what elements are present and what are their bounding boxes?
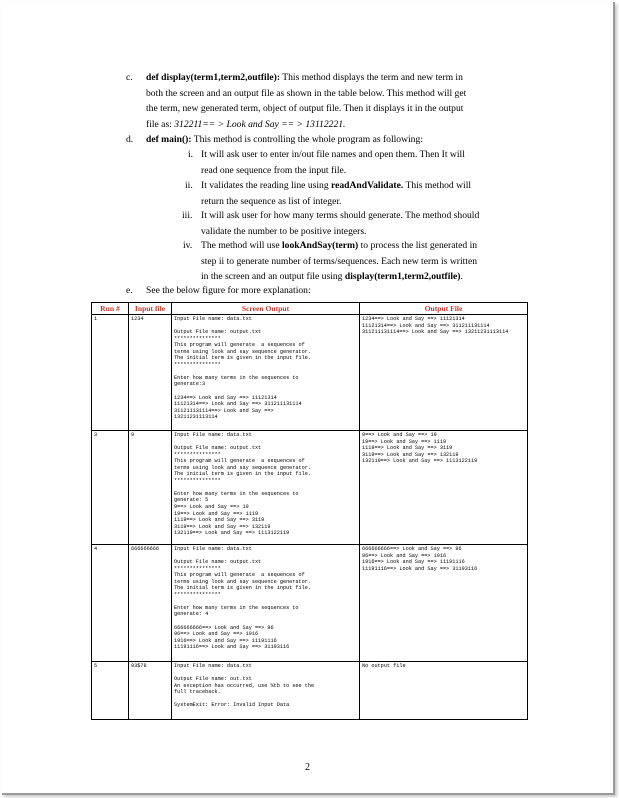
sub-iv-line3a: in the screen and an output file using [201, 271, 345, 283]
output-file: 666666666==> Look and Say ==> 96 96==> Look and Say ==> 1916 1916==> Look and Say ==> 11191116 11191116==> Look and Say ==> 31193116 [360, 545, 528, 662]
screen-output: Input File name: data.txt Output File name: output.txt *************** This program will generate a sequences of terms using look and say sequence generator. The initial term is given in the input file. *************** Enter how many terms in the sequences to generate:3 1234==> Look and Say ==> 11121314 11121314==> Look and Say ==> 311211131114 311211131114==> Look and Say ==> 13211231113114 [172, 315, 360, 431]
sub-iv-line1a: The method will use [201, 240, 282, 251]
sub-ii-method: readAndValidate. [331, 180, 404, 191]
sub-i-line1: It will ask user to enter in/out file names and open them. Then It will [201, 149, 465, 160]
table-row [92, 662, 528, 720]
sub-ii-marker: ii. [185, 180, 193, 191]
sub-ii-line1c: This method will [403, 180, 472, 191]
output-file: No output file [360, 662, 528, 720]
item-e-text: See the below figure for more explanation: [146, 285, 311, 296]
sub-iv-line3c: . [460, 271, 463, 283]
item-c-line4: file as: [146, 118, 175, 130]
sub-i-text [201, 149, 526, 177]
table-header-row [92, 303, 528, 315]
sub-iii-marker: iii. [182, 210, 193, 221]
sub-iv-method2: display(term1,term2,outfile) [344, 271, 461, 283]
table-row [92, 431, 528, 545]
item-c-marker: c. [126, 72, 133, 83]
run-number: 3 [92, 431, 129, 545]
sample-runs-table [91, 302, 528, 720]
sub-iv-line1c: to process the list generated in [358, 240, 478, 251]
header-input: Input file [129, 303, 172, 315]
input-file: 93$78 [129, 662, 172, 720]
item-c-title: def display(term1,term2,outfile): [146, 72, 281, 83]
input-file: 1234 [129, 315, 172, 431]
header-output: Output File [360, 303, 528, 315]
run-number: 1 [92, 315, 129, 431]
table-row [92, 315, 528, 431]
item-d-marker: d. [126, 134, 134, 145]
input-file: 666666666 [129, 545, 172, 662]
screen-output: Input File name: data.txt Output File name: output.txt *************** This program will generate a sequences of terms using look and say sequence generator. The initial term is given in the input file. *************** Enter how many terms in the sequences to generate: 4 666666666==> Look and Say ==> 96 96==> Look and Say ==> 1916 1916==> Look and Say ==> 11191116 11191116==> Look and Say ==> 31193116 [172, 545, 360, 662]
header-run: Run # [92, 303, 129, 315]
header-screen: Screen Output [172, 303, 360, 315]
table-row [92, 545, 528, 662]
sub-iv-line2: step ii to generate number of terms/sequences. Each new term is written [201, 255, 477, 267]
sub-ii-line2: return the sequence as list of integer. [201, 195, 342, 207]
item-c-line1: This method displays the term and new term in [280, 72, 463, 83]
item-d-title: def main(): [146, 134, 192, 145]
sub-ii-text [201, 180, 526, 208]
run-number: 5 [92, 662, 129, 720]
screen-output: Input File name: data.txt Output File name: out.txt An exception has occurred, use %tb to see the full traceback. SystemExit: Error: Invalid Input Data [172, 662, 360, 720]
run-number: 4 [92, 545, 129, 662]
sub-i-line2: read one sequence from the input file. [201, 164, 347, 176]
page-number: 2 [305, 762, 310, 773]
input-file: 9 [129, 431, 172, 545]
sub-iv-text [201, 240, 526, 284]
sub-iv-method: lookAndSay(term) [282, 240, 359, 251]
output-file: 9==> Look and Say ==> 19 19==> Look and Say ==> 1119 1119==> Look and Say ==> 3119 3119==> Look and Say ==> 132119 132119==> Look and Say ==> 1113122119 [360, 431, 528, 545]
item-d-rest: This method is controlling the whole program as following: [191, 134, 423, 145]
screen-output: Input File name: data.txt Output File name: output.txt *************** This program will generate a sequences of terms using look and say sequence generator. The initial term is given in the input file. *************** Enter how many terms in the sequences to generate: 5 9==> Look and Say ==> 19 19==> Look and Say ==> 1119 1119==> Look and Say ==> 3119 3119==> Look and Say ==> 132119 132119==> Look and Say ==> 1113122119 [172, 431, 360, 545]
sub-iii-line1: It will ask user for how many terms should generate. The method should [201, 210, 480, 221]
sub-iii-line2: validate the number to be positive integers. [201, 225, 367, 237]
sub-iv-marker: iv. [183, 240, 193, 251]
item-e-marker: e. [126, 285, 133, 296]
item-c-text [146, 72, 526, 131]
sub-i-marker: i. [188, 149, 194, 160]
item-c-example: 312211== > Look and Say == > 13112221. [174, 118, 346, 130]
item-c-line2: both the screen and an output file as shown in the table below. This method will get [146, 87, 467, 99]
sub-iii-text [201, 210, 526, 238]
item-c-line3: the term, new generated term, object of output file. Then it displays it in the output [146, 103, 464, 115]
output-file: 1234==> Look and Say ==> 11121314 11121314==> Look and Say ==> 311211131114 311211131114==> Look and Say ==> 13211231113114 [360, 315, 528, 431]
sub-ii-line1a: It validates the reading line using [201, 180, 332, 191]
